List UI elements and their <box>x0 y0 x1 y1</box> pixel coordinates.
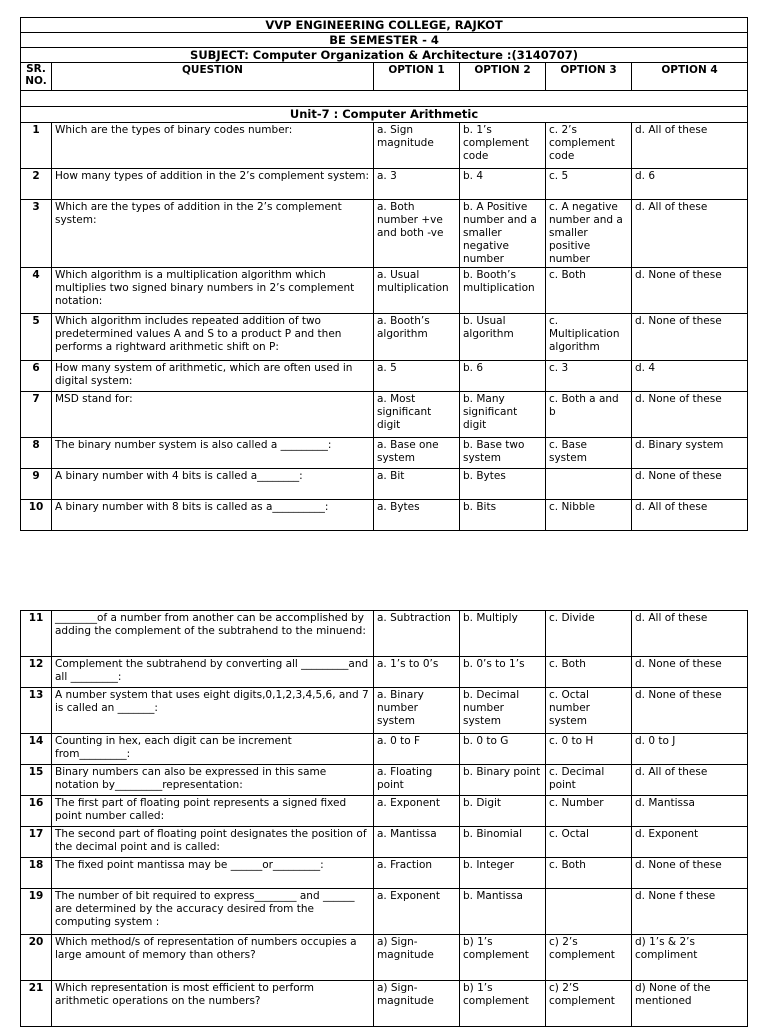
option-3 <box>546 889 632 935</box>
option-2: b. Base two system <box>460 438 546 469</box>
option-3 <box>546 469 632 500</box>
option-1: a. Mantissa <box>374 827 460 858</box>
question-row <box>21 858 748 889</box>
option-2: b) 1’s complement <box>460 935 546 981</box>
option-3: c. Both <box>546 858 632 889</box>
option-2: b. Decimal number system <box>460 688 546 734</box>
col-option-2: OPTION 2 <box>460 63 546 91</box>
question-text: How many types of addition in the 2’s complement system: <box>52 169 374 200</box>
option-2: b. Binary point <box>460 765 546 796</box>
question-row <box>21 657 748 688</box>
question-text: Which representation is most efficient to perform arithmetic operations on the numbers? <box>52 981 374 1027</box>
option-3: c. Base system <box>546 438 632 469</box>
question-text: A number system that uses eight digits,0,1,2,3,4,5,6, and 7 is called an _______: <box>52 688 374 734</box>
question-text: The second part of floating point designates the position of the decimal point and is called: <box>52 827 374 858</box>
option-4: d. None f these <box>632 889 748 935</box>
option-1: a) Sign-magnitude <box>374 981 460 1027</box>
question-text: A binary number with 4 bits is called a________: <box>52 469 374 500</box>
question-text: The first part of floating point represents a signed fixed point number called: <box>52 796 374 827</box>
option-4: d. 0 to J <box>632 734 748 765</box>
unit-title: Unit-7 : Computer Arithmetic <box>21 107 748 123</box>
question-row <box>21 438 748 469</box>
question-row <box>21 361 748 392</box>
question-text: Which are the types of addition in the 2’s complement system: <box>52 200 374 268</box>
question-row <box>21 500 748 531</box>
option-4: d. None of these <box>632 392 748 438</box>
option-3: c. Decimal point <box>546 765 632 796</box>
col-sr-no: SR. NO. <box>21 63 52 91</box>
mcq-table-page-1 <box>20 17 748 531</box>
question-sr-no: 9 <box>21 469 52 500</box>
question-text: Which are the types of binary codes number: <box>52 123 374 169</box>
option-1: a. Bit <box>374 469 460 500</box>
option-3: c. 3 <box>546 361 632 392</box>
option-1: a. Most significant digit <box>374 392 460 438</box>
option-1: a. Exponent <box>374 889 460 935</box>
option-4: d. All of these <box>632 765 748 796</box>
option-3: c. A negative number and a smaller positive number <box>546 200 632 268</box>
question-sr-no: 15 <box>21 765 52 796</box>
col-option-3: OPTION 3 <box>546 63 632 91</box>
option-3: c. 5 <box>546 169 632 200</box>
option-1: a. 0 to F <box>374 734 460 765</box>
option-2: b. Usual algorithm <box>460 314 546 361</box>
question-text: The number of bit required to express________ and ______ are determined by the accuracy desired from the computing system : <box>52 889 374 935</box>
question-text: How many system of arithmetic, which are often used in digital system: <box>52 361 374 392</box>
option-1: a. Binary number system <box>374 688 460 734</box>
question-text: The fixed point mantissa may be ______or_________: <box>52 858 374 889</box>
option-4: d. 6 <box>632 169 748 200</box>
question-row <box>21 765 748 796</box>
option-1: a) Sign-magnitude <box>374 935 460 981</box>
option-1: a. Floating point <box>374 765 460 796</box>
option-1: a. 3 <box>374 169 460 200</box>
unit-row <box>21 107 748 123</box>
question-row <box>21 392 748 438</box>
option-3: c. Both <box>546 268 632 314</box>
question-text: A binary number with 8 bits is called as a__________: <box>52 500 374 531</box>
question-sr-no: 20 <box>21 935 52 981</box>
col-option-4: OPTION 4 <box>632 63 748 91</box>
question-row <box>21 796 748 827</box>
question-sr-no: 16 <box>21 796 52 827</box>
option-2: b. Binomial <box>460 827 546 858</box>
question-sr-no: 11 <box>21 611 52 657</box>
question-sr-no: 5 <box>21 314 52 361</box>
option-2: b. Integer <box>460 858 546 889</box>
option-3: c) 2’s complement <box>546 935 632 981</box>
question-sr-no: 6 <box>21 361 52 392</box>
question-sr-no: 10 <box>21 500 52 531</box>
question-sr-no: 4 <box>21 268 52 314</box>
question-sr-no: 12 <box>21 657 52 688</box>
subject-row <box>21 48 748 63</box>
option-4: d. Binary system <box>632 438 748 469</box>
option-3: c. 2’s complement code <box>546 123 632 169</box>
option-1: a. Sign magnitude <box>374 123 460 169</box>
option-4: d. All of these <box>632 200 748 268</box>
option-2: b) 1’s complement <box>460 981 546 1027</box>
spacer-row <box>21 91 748 107</box>
option-2: b. Booth’s multiplication <box>460 268 546 314</box>
option-3: c. Octal number system <box>546 688 632 734</box>
question-text: Which algorithm is a multiplication algorithm which multiplies two signed binary numbers in 2’s complement notation: <box>52 268 374 314</box>
option-1: a. 5 <box>374 361 460 392</box>
option-4: d. Mantissa <box>632 796 748 827</box>
option-3: c. Nibble <box>546 500 632 531</box>
option-4: d) 1’s & 2’s compliment <box>632 935 748 981</box>
option-2: b. A Positive number and a smaller negative number <box>460 200 546 268</box>
option-2: b. Multiply <box>460 611 546 657</box>
question-row <box>21 314 748 361</box>
question-row <box>21 981 748 1027</box>
option-4: d. All of these <box>632 500 748 531</box>
option-4: d. None of these <box>632 469 748 500</box>
col-option-1: OPTION 1 <box>374 63 460 91</box>
question-row <box>21 169 748 200</box>
option-2: b. Bits <box>460 500 546 531</box>
option-2: b. 1’s complement code <box>460 123 546 169</box>
option-3: c) 2’S complement <box>546 981 632 1027</box>
option-2: b. 6 <box>460 361 546 392</box>
semester-row <box>21 33 748 48</box>
option-2: b. 0 to G <box>460 734 546 765</box>
option-3: c. Both <box>546 657 632 688</box>
column-header-row <box>21 63 748 91</box>
option-4: d. None of these <box>632 858 748 889</box>
option-3: c. 0 to H <box>546 734 632 765</box>
option-4: d. All of these <box>632 123 748 169</box>
question-row <box>21 123 748 169</box>
option-4: d) None of the mentioned <box>632 981 748 1027</box>
question-row <box>21 688 748 734</box>
option-3: c. Octal <box>546 827 632 858</box>
question-text: The binary number system is also called a _________: <box>52 438 374 469</box>
question-sr-no: 14 <box>21 734 52 765</box>
option-4: d. None of these <box>632 314 748 361</box>
question-row <box>21 469 748 500</box>
option-2: b. Bytes <box>460 469 546 500</box>
question-sr-no: 21 <box>21 981 52 1027</box>
option-1: a. Bytes <box>374 500 460 531</box>
question-sr-no: 2 <box>21 169 52 200</box>
question-row <box>21 268 748 314</box>
question-text: ________of a number from another can be accomplished by adding the complement of the subtrahend to the minuend: <box>52 611 374 657</box>
option-1: a. 1’s to 0’s <box>374 657 460 688</box>
question-sr-no: 8 <box>21 438 52 469</box>
option-4: d. None of these <box>632 268 748 314</box>
question-text: Which algorithm includes repeated addition of two predetermined values A and S to a product P and then performs a rightward arithmetic shift on P: <box>52 314 374 361</box>
question-row <box>21 889 748 935</box>
option-2: b. 0’s to 1’s <box>460 657 546 688</box>
college-name: VVP ENGINEERING COLLEGE, RAJKOT <box>21 18 748 33</box>
mcq-table-page-2 <box>20 610 748 1027</box>
question-text: Which method/s of representation of numbers occupies a large amount of memory than others? <box>52 935 374 981</box>
question-text: MSD stand for: <box>52 392 374 438</box>
question-sr-no: 17 <box>21 827 52 858</box>
question-sr-no: 3 <box>21 200 52 268</box>
option-4: d. 4 <box>632 361 748 392</box>
option-4: d. None of these <box>632 657 748 688</box>
question-row <box>21 827 748 858</box>
option-1: a. Exponent <box>374 796 460 827</box>
option-1: a. Base one system <box>374 438 460 469</box>
option-4: d. Exponent <box>632 827 748 858</box>
option-3: c. Divide <box>546 611 632 657</box>
option-1: a. Usual multiplication <box>374 268 460 314</box>
option-4: d. All of these <box>632 611 748 657</box>
option-1: a. Both number +ve and both -ve <box>374 200 460 268</box>
option-4: d. None of these <box>632 688 748 734</box>
col-question: QUESTION <box>52 63 374 91</box>
option-3: c. Both a and b <box>546 392 632 438</box>
question-sr-no: 18 <box>21 858 52 889</box>
question-sr-no: 13 <box>21 688 52 734</box>
question-sr-no: 1 <box>21 123 52 169</box>
subject-label: SUBJECT: Computer Organization & Architecture :(3140707) <box>21 48 748 63</box>
option-2: b. Many significant digit <box>460 392 546 438</box>
option-1: a. Fraction <box>374 858 460 889</box>
question-row <box>21 935 748 981</box>
option-1: a. Booth’s algorithm <box>374 314 460 361</box>
option-3: c. Multiplication algorithm <box>546 314 632 361</box>
option-2: b. 4 <box>460 169 546 200</box>
option-2: b. Digit <box>460 796 546 827</box>
question-text: Complement the subtrahend by converting all _________and all _________: <box>52 657 374 688</box>
semester-label: BE SEMESTER - 4 <box>21 33 748 48</box>
question-text: Counting in hex, each digit can be increment from_________: <box>52 734 374 765</box>
option-3: c. Number <box>546 796 632 827</box>
question-text: Binary numbers can also be expressed in this same notation by_________representation: <box>52 765 374 796</box>
question-row <box>21 200 748 268</box>
college-row <box>21 18 748 33</box>
question-sr-no: 19 <box>21 889 52 935</box>
question-row <box>21 734 748 765</box>
question-row <box>21 611 748 657</box>
option-1: a. Subtraction <box>374 611 460 657</box>
option-2: b. Mantissa <box>460 889 546 935</box>
question-sr-no: 7 <box>21 392 52 438</box>
